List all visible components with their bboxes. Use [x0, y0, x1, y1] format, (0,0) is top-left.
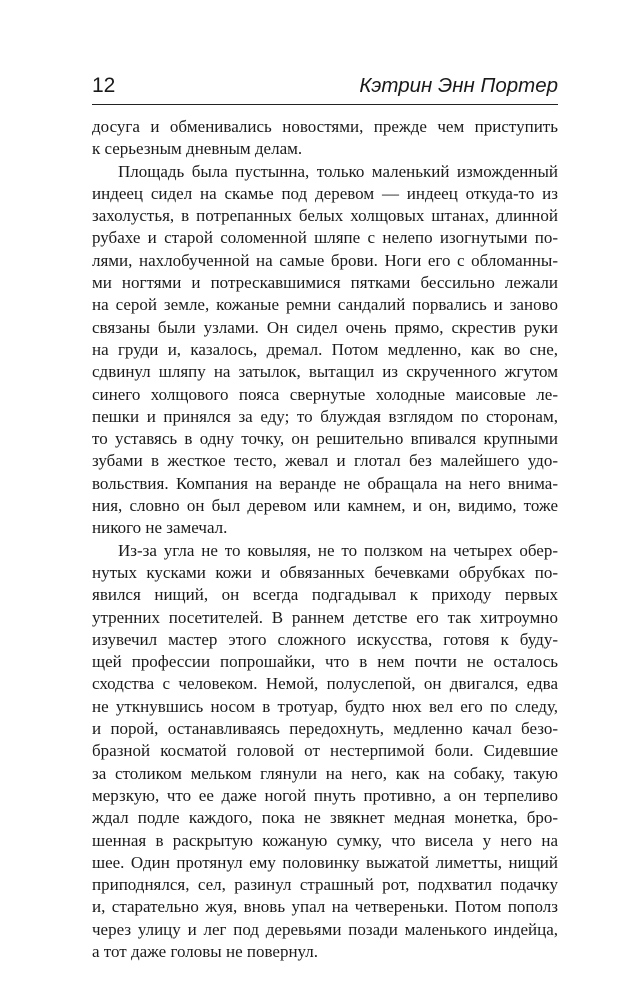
header-rule [92, 104, 558, 105]
text-line: бразной косматой головой от нестерпимой боли. Сидевшие [92, 741, 558, 761]
text-line: синего холщового пояса свернутые холодные маисовые ле- [92, 384, 558, 404]
text-line: а тот даже головы не повернул. [92, 941, 319, 961]
text-line: к серьезным дневным делам. [92, 139, 303, 159]
text-line: сдвинул шляпу на затылок, вытащил из скрученного жгутом [92, 362, 558, 382]
text-line: Из-за угла не то ковыляя, не то ползком на четырех обер- [118, 540, 558, 560]
text-line: пешки и принялся за еду; то блуждая взглядом по сторонам, [92, 406, 558, 426]
text-line: рубахе и старой соломенной шляпе с нелепо изогнутыми по- [92, 228, 558, 248]
text-line: ния, словно он был деревом или камнем, и он, видимо, тоже [92, 496, 558, 516]
text-line: вольствия. Компания на веранде не обращала на него внима- [92, 473, 558, 493]
text-line: сходства с человеком. Немой, полуслепой, он двигался, едва [92, 674, 558, 694]
text-line: связаны были узлами. Он сидел очень прямо, скрестив руки [92, 317, 558, 337]
text-line: и, старательно жуя, вновь упал на четвереньки. Потом пополз [92, 897, 558, 917]
text-line: зубами в жесткое тесто, жевал и глотал без малейшего удо- [92, 451, 558, 471]
text-line: приподнялся, сел, разинул страшный рот, подхватил подачку [92, 875, 558, 895]
text-line: ждал подле каждого, пока не звякнет медная монетка, бро- [92, 808, 558, 828]
text-line: и порой, останавливаясь передохнуть, медленно качал безо- [92, 719, 558, 739]
text-line: на груди и, казалось, дремал. Потом медленно, как во сне, [92, 339, 558, 359]
running-head [92, 70, 558, 104]
text-line: лями, нахлобученной на самые брови. Ноги его с обломанны- [92, 250, 558, 270]
text-line: на серой земле, кожаные ремни сандалий порвались и заново [92, 295, 558, 315]
text-line: то уставясь в одну точку, он решительно впивался крупными [92, 429, 558, 449]
text-line: явился нищий, он всегда подгадывал к приходу первых [92, 585, 558, 605]
text-line: через улицу и лег под деревьями позади маленького индейца, [92, 919, 558, 939]
text-line: досуга и обменивались новостями, прежде чем приступить [92, 117, 558, 136]
text-line: индеец сидел на скамье под деревом — индеец откуда-то из [92, 183, 558, 203]
text-line: утренних посетителей. В раннем детстве его так хитроумно [92, 607, 558, 627]
text-line: щей профессии попрошайки, что в нем почти не осталось [92, 652, 558, 672]
text-line: захолустья, в потрепанных белых холщовых штанах, длинной [92, 206, 558, 226]
text-line: нутых кусками кожи и обвязанных бечевками обрубках по- [92, 562, 558, 582]
page-number: 12 [92, 74, 116, 97]
body-text [92, 116, 558, 963]
text-line: шее. Один протянул ему половинку выжатой лиметты, нищий [92, 852, 558, 872]
text-line: изувечил мастер этого сложного искусства, готовя к буду- [92, 629, 558, 649]
text-line: никого не замечал. [92, 518, 228, 538]
text-line: шенная в раскрытую кожаную сумку, что висела у него на [92, 830, 558, 850]
text-line: за столиком мельком глянули на него, как на собаку, такую [92, 763, 558, 783]
text-line: мерзкую, что ее даже ногой пнуть противно, а он терпеливо [92, 785, 558, 805]
text-line: ми ногтями и потрескавшимися пятками бессильно лежали [92, 273, 558, 293]
text-line: не уткнувшись носом в тротуар, будто нюх вел его по следу, [92, 696, 558, 716]
running-head-author: Кэтрин Энн Портер [359, 74, 558, 97]
text-line: Площадь была пустынна, только маленький изможденный [118, 161, 558, 181]
